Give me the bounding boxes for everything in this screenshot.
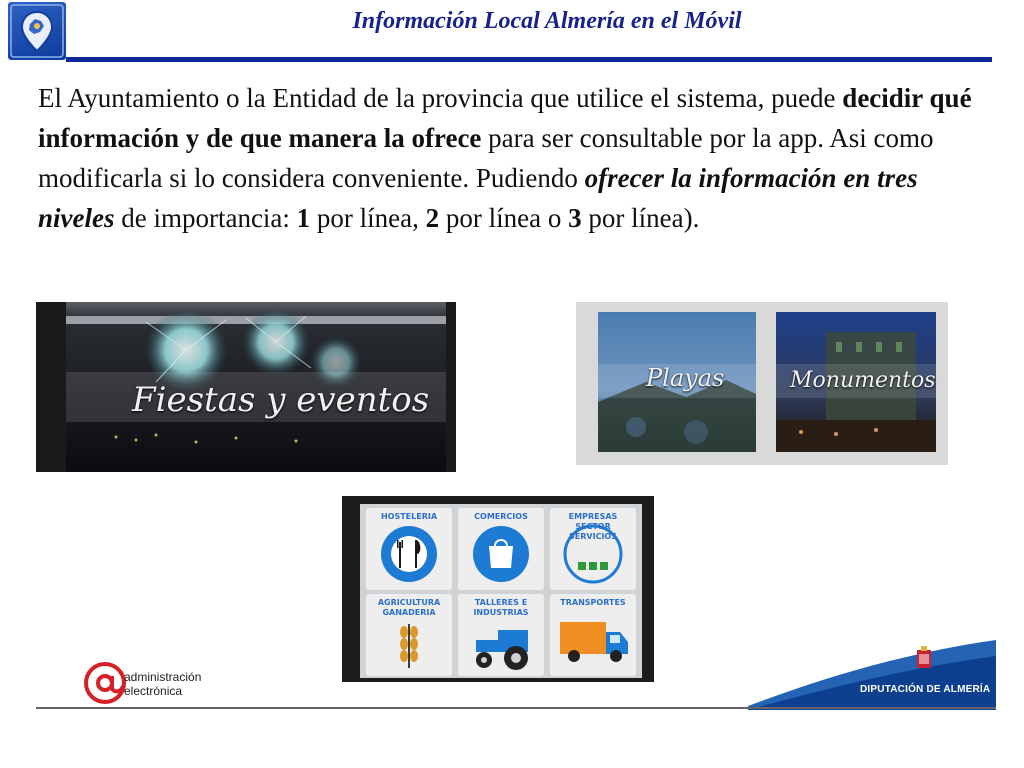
category-label: HOSTELERIA bbox=[380, 512, 438, 521]
category-label: COMERCIOS bbox=[474, 512, 528, 521]
footer-divider bbox=[36, 707, 996, 709]
body-paragraph bbox=[38, 78, 998, 238]
header-logo bbox=[8, 2, 66, 60]
administracion-electronica-text bbox=[124, 670, 201, 698]
category-tile-transportes bbox=[550, 594, 636, 676]
body-text-5: por línea o bbox=[439, 203, 569, 233]
body-emphasis-2: ofrecer la información en tres niveles bbox=[38, 163, 918, 233]
admin-line-2: electrónica bbox=[124, 684, 183, 698]
level-three: 3 bbox=[568, 203, 582, 233]
admin-line-1: administración bbox=[124, 670, 202, 684]
screen-one-per-line bbox=[36, 302, 456, 472]
category-tile-talleres bbox=[458, 594, 544, 676]
level-two: 2 bbox=[425, 203, 440, 233]
screen-three-per-line bbox=[342, 496, 654, 682]
body-text-4: por línea, bbox=[310, 203, 426, 233]
title-divider bbox=[66, 57, 992, 62]
category-tile-agricultura bbox=[366, 594, 452, 676]
body-text-3: de importancia: bbox=[114, 203, 297, 233]
tile-caption-beaches: Playas bbox=[646, 364, 725, 392]
tile-caption-monuments: Monumentos bbox=[790, 368, 936, 393]
body-text-end: . bbox=[692, 203, 700, 233]
level-one: 1 bbox=[296, 203, 311, 233]
body-text-6: por línea) bbox=[581, 203, 693, 233]
body-text-2: para ser consultable por la app. Asi como modificarla si lo considera conveniente. Pudiendo bbox=[38, 123, 934, 193]
organization-name: DIPUTACIÓN DE ALMERÍA bbox=[860, 684, 991, 695]
body-emphasis-1: decidir qué información y de que manera la ofrece bbox=[38, 83, 972, 153]
screen-two-per-line bbox=[576, 302, 948, 465]
map-pin-icon bbox=[8, 2, 66, 60]
category-label: TRANSPORTES bbox=[560, 598, 626, 607]
body-text-1: El Ayuntamiento o la Entidad de la provincia que utilice el sistema, puede bbox=[38, 83, 843, 113]
coat-of-arms-icon bbox=[917, 646, 931, 668]
diputacion-swoosh bbox=[748, 640, 996, 710]
tile-caption: Fiestas y eventos bbox=[132, 380, 430, 420]
category-tile-hosteleria bbox=[366, 508, 452, 590]
category-tile-servicios bbox=[550, 508, 636, 590]
category-label: TALLERES E INDUSTRIAS bbox=[473, 598, 529, 617]
category-label: EMPRESAS SECTOR SERVICIOS bbox=[568, 512, 618, 541]
category-label: AGRICULTURA GANADERIA bbox=[377, 598, 441, 617]
category-tile-comercios bbox=[458, 508, 544, 590]
page-title: Información Local Almería en el Móvil bbox=[352, 8, 742, 34]
